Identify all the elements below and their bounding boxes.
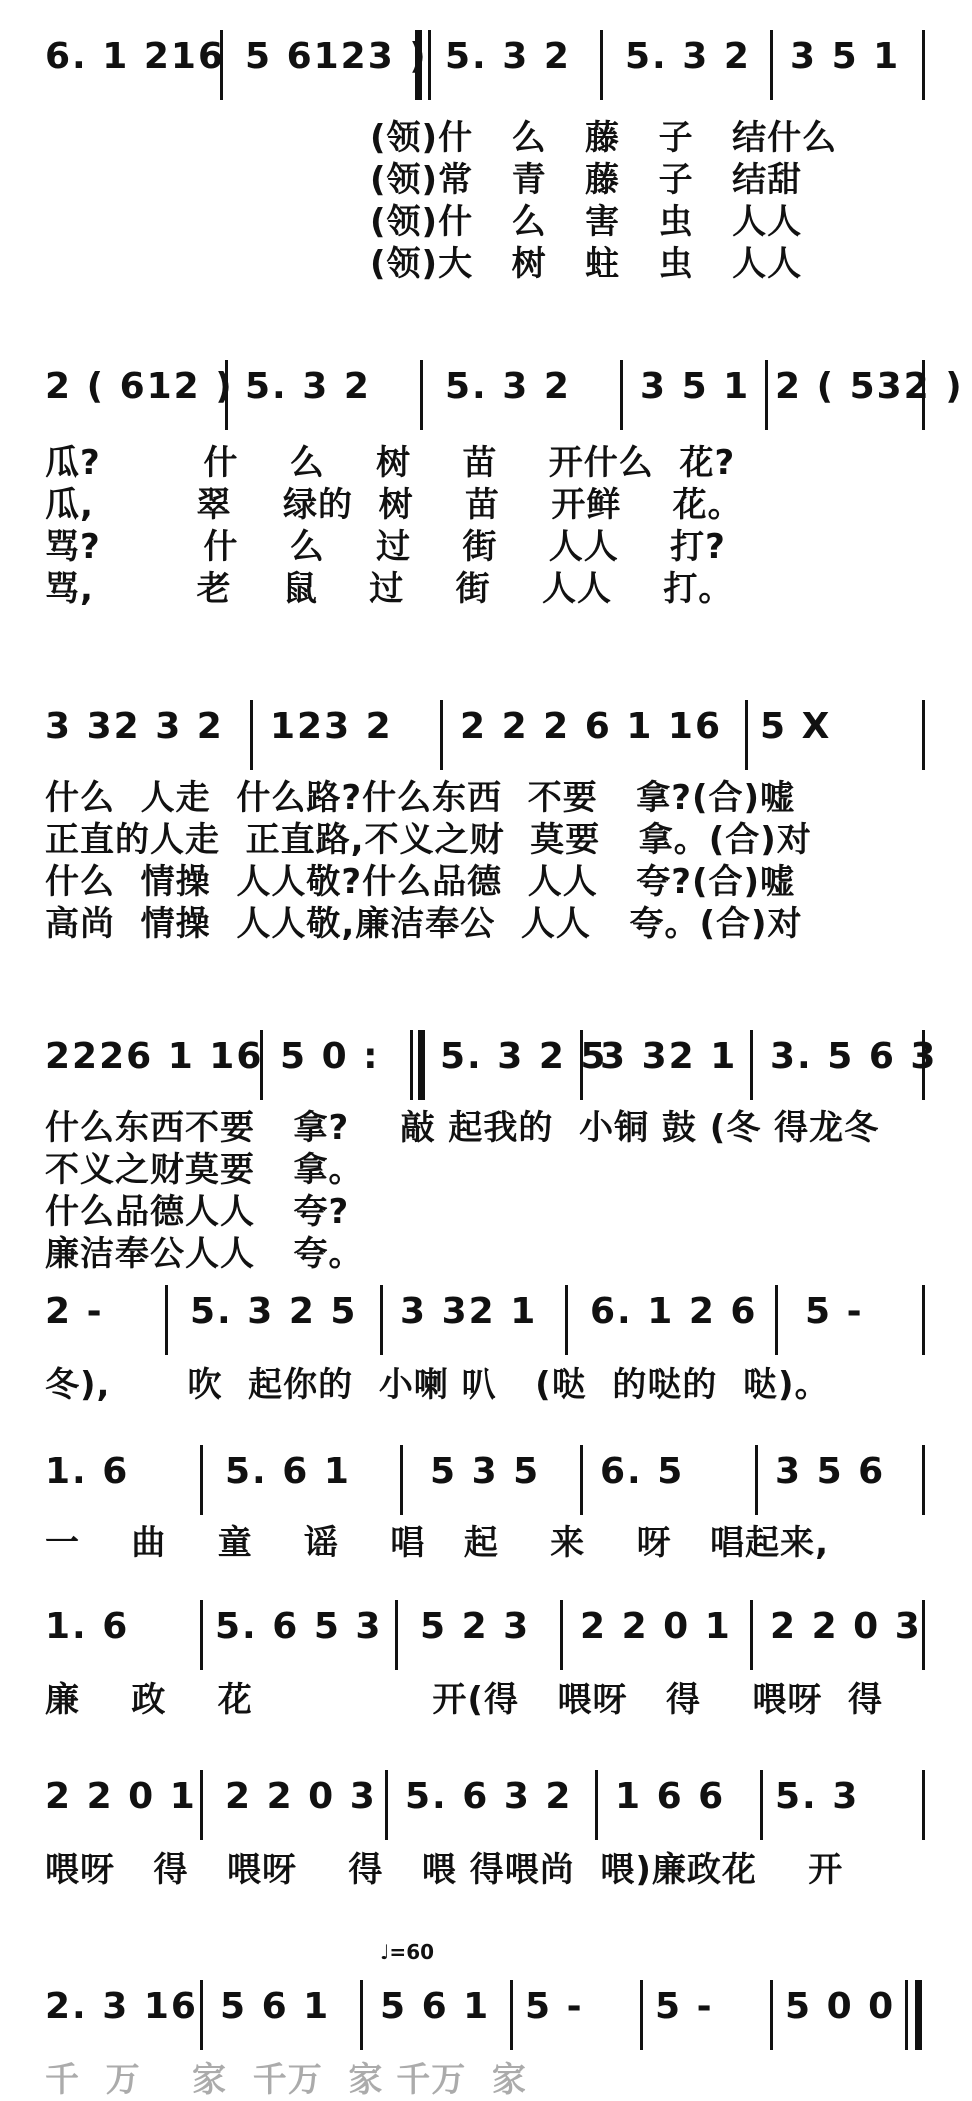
barline	[200, 1600, 203, 1670]
notation-line	[0, 1980, 972, 2050]
barline	[225, 360, 228, 430]
lyric-line-2: (领)常 青 藤 子 结甜	[370, 160, 803, 200]
lyric-line-1: 什么东西不要 拿? 敲 起我的 小铜 鼓 (冬 得龙冬	[45, 1108, 880, 1148]
barline	[922, 1445, 925, 1515]
measure: 2 2 0 3	[225, 1776, 377, 1817]
measure: 5 3 5	[430, 1451, 541, 1492]
measure: 2 ( 532 )	[775, 366, 964, 407]
barline	[922, 1600, 925, 1670]
barline	[765, 360, 768, 430]
barline	[770, 30, 773, 100]
notation-line	[0, 1600, 972, 1670]
notation-line	[0, 360, 972, 430]
measure: 3. 5 6 3	[770, 1036, 938, 1077]
notation-line	[0, 1770, 972, 1840]
measure: 2 2 0 1	[580, 1606, 732, 1647]
measure: 123 2	[270, 706, 393, 747]
barline	[220, 30, 223, 100]
barline	[620, 360, 623, 430]
barline	[922, 1030, 925, 1100]
measure: 5 -	[525, 1986, 584, 2027]
lyric-line-3: 骂? 什 么 过 街 人人 打?	[45, 527, 726, 567]
barline	[165, 1285, 168, 1355]
measure: 5 2 3	[420, 1606, 531, 1647]
barline	[770, 1980, 773, 2050]
lyric-line-3: 什么 情操 人人敬?什么品德 人人 夸?(合)嘘	[45, 862, 796, 902]
notation-line	[0, 30, 972, 100]
measure: 3 32 1	[600, 1036, 738, 1077]
barline	[595, 1770, 598, 1840]
measure: 2 -	[45, 1291, 104, 1332]
barline	[380, 1285, 383, 1355]
lyric-line-4: 高尚 情操 人人敬,廉洁奉公 人人 夸。(合)对	[45, 904, 803, 944]
barline	[360, 1980, 363, 2050]
barline	[400, 1445, 403, 1515]
measure: 2 2 0 3	[770, 1606, 922, 1647]
lyric-line-1: 廉 政 花 开(得 喂呀 得 喂呀 得	[45, 1680, 883, 1720]
notation-line	[0, 700, 972, 770]
measure: 2 2 0 1	[45, 1776, 197, 1817]
measure: 3 32 3 2	[45, 706, 224, 747]
lyric-line-4: 骂, 老 鼠 过 街 人人 打。	[45, 569, 734, 609]
lyric-line-1: 冬), 吹 起你的 小喇 叭 (哒 的哒的 哒)。	[45, 1365, 830, 1405]
barline	[200, 1770, 203, 1840]
final-barline	[915, 1980, 922, 2050]
barline	[560, 1600, 563, 1670]
lyric-line-4: 廉洁奉公人人 夸。	[45, 1234, 364, 1274]
barline	[775, 1285, 778, 1355]
measure: 3 5 1	[790, 36, 901, 77]
lyric-line-1: 喂呀 得 喂呀 得 喂 得喂尚 喂)廉政花 开	[45, 1850, 844, 1890]
barline	[250, 700, 253, 770]
measure: 5. 3 2 5	[440, 1036, 608, 1077]
measure: 1. 6	[45, 1451, 130, 1492]
barline	[922, 1285, 925, 1355]
measure: 5. 6 5 3	[215, 1606, 383, 1647]
lyric-line-1: 瓜? 什 么 树 苗 开什么 花?	[45, 443, 736, 483]
barline	[260, 1030, 263, 1100]
lyric-line-1: 一 曲 童 谣 唱 起 来 呀 唱起来,	[45, 1523, 830, 1563]
measure: 6. 1 2 6	[590, 1291, 758, 1332]
lyric-line-3: (领)什 么 害 虫 人人	[370, 202, 803, 242]
measure: 5 0 0	[785, 1986, 896, 2027]
barline	[580, 1030, 583, 1100]
barline	[440, 700, 443, 770]
measure: 6. 1 216	[45, 36, 225, 77]
measure: 5. 3 2	[625, 36, 751, 77]
barline	[640, 1980, 643, 2050]
repeat-end-barline	[410, 1030, 413, 1100]
barline	[922, 360, 925, 430]
barline	[750, 1600, 753, 1670]
lyric-line-3: 什么品德人人 夸?	[45, 1192, 350, 1232]
lyric-line-4: (领)大 树 蛀 虫 人人	[370, 244, 803, 284]
lyric-line-2: 瓜, 翠 绿的 树 苗 开鲜 花。	[45, 485, 743, 525]
final-barline	[905, 1980, 908, 2050]
measure: 5 0 :	[280, 1036, 380, 1077]
measure: 1. 6	[45, 1606, 130, 1647]
barline	[922, 1770, 925, 1840]
lyric-line-1: 什么 人走 什么路?什么东西 不要 拿?(合)嘘	[45, 778, 796, 818]
lyric-line-2: 正直的人走 正直路,不义之财 莫要 拿。(合)对	[45, 820, 812, 860]
measure: 5. 6 3 2	[405, 1776, 573, 1817]
measure: 5 -	[805, 1291, 864, 1332]
notation-line	[0, 1445, 972, 1515]
repeat-start-barline	[428, 30, 431, 100]
measure: 5 6123 )	[245, 36, 428, 77]
measure: 5 -	[655, 1986, 714, 2027]
measure: 5. 3 2	[245, 366, 371, 407]
repeat-start-barline	[415, 30, 422, 100]
measure: 5. 3 2	[445, 366, 571, 407]
repeat-end-barline	[418, 1030, 425, 1100]
measure: 5. 6 1	[225, 1451, 351, 1492]
barline	[385, 1770, 388, 1840]
measure: 5 6 1	[380, 1986, 491, 2027]
measure: 6. 5	[600, 1451, 685, 1492]
barline	[580, 1445, 583, 1515]
measure: 1 6 6	[615, 1776, 726, 1817]
barline	[200, 1980, 203, 2050]
barline	[750, 1030, 753, 1100]
measure: 5. 3 2	[445, 36, 571, 77]
barline	[600, 30, 603, 100]
barline	[745, 700, 748, 770]
tempo-mark: ♩=60	[380, 1940, 435, 1964]
barline	[922, 700, 925, 770]
measure: 2226 1 16	[45, 1036, 264, 1077]
measure: 2. 3 16	[45, 1986, 198, 2027]
lyric-line-1: (领)什 么 藤 子 结什么	[370, 118, 838, 158]
barline	[922, 30, 925, 100]
barline	[565, 1285, 568, 1355]
lyric-line-2: 不义之财莫要 拿。	[45, 1150, 364, 1190]
measure: 3 5 6	[775, 1451, 886, 1492]
measure: 2 ( 612 )	[45, 366, 234, 407]
measure: 5. 3 2 5	[190, 1291, 358, 1332]
barline	[755, 1445, 758, 1515]
notation-line	[0, 1030, 972, 1100]
measure: 5 X	[760, 706, 832, 747]
barline	[420, 360, 423, 430]
lyric-line-1: 千 万 家 千万 家 千万 家	[45, 2060, 527, 2100]
barline	[200, 1445, 203, 1515]
measure: 5. 3	[775, 1776, 860, 1817]
notation-line	[0, 1285, 972, 1355]
measure: 3 32 1	[400, 1291, 538, 1332]
measure: 5 6 1	[220, 1986, 331, 2027]
barline	[395, 1600, 398, 1670]
measure: 2 2 2 6 1 16	[460, 706, 723, 747]
barline	[760, 1770, 763, 1840]
measure: 3 5 1	[640, 366, 751, 407]
barline	[510, 1980, 513, 2050]
